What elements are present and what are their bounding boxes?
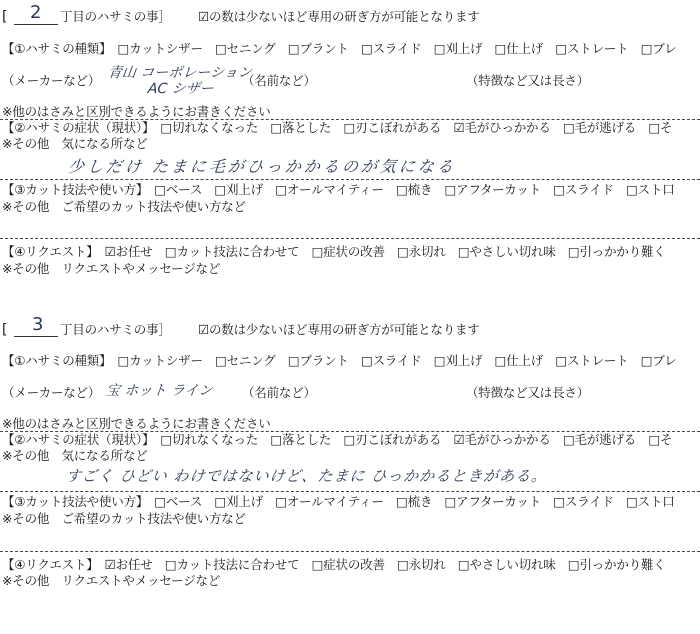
feature-label: （特徴など又は長さ） — [466, 73, 590, 88]
request-row: 【④リクエスト】 ☑お任せ □カット技法に合わせて □症状の改善 □永切れ □やさしい切れ味 □引っかかり難く — [2, 244, 666, 259]
maker-handwritten-line1: 宝 ホット ライン — [105, 383, 214, 399]
section-number: 3 — [32, 314, 44, 335]
feature-label: （特徴など又は長さ） — [466, 385, 590, 400]
number-underline — [14, 24, 58, 25]
maker-handwritten-line1: 青山 コーポレーション — [107, 65, 253, 81]
symptom-row: 【②ハサミの症状（現状）】 □切れなくなった □落とした □刃こぼれがある ☑毛がひっかかる □毛が逃げる □そ — [2, 120, 673, 135]
symptom-other-label: ※その他 気になる所など — [2, 448, 148, 463]
scissor-type-row: 【①ハサミの種類】 □カットシザー □セニング □ブラント □スライド □刈上げ □仕上げ □ストレート □ブレ — [2, 353, 677, 368]
name-label: （名前など） — [242, 73, 316, 88]
symptom-row: 【②ハサミの症状（現状）】 □切れなくなった □落とした □刃こぼれがある ☑毛がひっかかる □毛が逃げる □そ — [2, 432, 673, 447]
section-number: 2 — [30, 2, 42, 23]
divider — [0, 238, 700, 239]
cut-other-label: ※その他 ご希望のカット技法や使い方など — [2, 511, 246, 526]
divider — [0, 179, 700, 180]
cut-other-label: ※その他 ご希望のカット技法や使い方など — [2, 199, 246, 214]
divider — [0, 551, 700, 552]
maker-label: （メーカーなど） — [2, 73, 101, 88]
name-label: （名前など） — [242, 385, 316, 400]
section-header-note: ☑の数は少ないほど専用の研ぎ方が可能となります — [198, 322, 480, 337]
cut-technique-row: 【③カット技法や使い方】 □ベース □刈上げ □オールマイティー □梳き □アフターカット □スライド □スト口 — [2, 182, 675, 197]
distinguish-note: ※他のはさみと区別できるようにお書きください — [2, 416, 271, 431]
maker-label: （メーカーなど） — [2, 385, 101, 400]
request-other-label: ※その他 リクエストやメッセージなど — [2, 261, 221, 276]
section-header-label: 丁目のハサミの事］ — [60, 9, 171, 24]
number-underline — [14, 336, 58, 337]
distinguish-note: ※他のはさみと区別できるようにお書きください — [2, 104, 271, 119]
section-header-note: ☑の数は少ないほど専用の研ぎ方が可能となります — [198, 9, 480, 24]
symptom-other-label: ※その他 気になる所など — [2, 136, 148, 151]
cut-technique-row: 【③カット技法や使い方】 □ベース □刈上げ □オールマイティー □梳き □アフターカット □スライド □スト口 — [2, 494, 675, 509]
section-header-bracket: [ — [2, 9, 8, 25]
request-row: 【④リクエスト】 ☑お任せ □カット技法に合わせて □症状の改善 □永切れ □やさしい切れ味 □引っかかり難く — [2, 557, 666, 572]
symptom-handwritten: すごく ひどい わけではないけど、たまに ひっかかるときがある。 — [65, 467, 549, 485]
divider — [0, 491, 700, 492]
section-header-label: 丁目のハサミの事］ — [60, 322, 171, 337]
scissor-type-row: 【①ハサミの種類】 □カットシザー □セニング □ブラント □スライド □刈上げ □仕上げ □ストレート □ブレ — [2, 41, 677, 56]
maker-handwritten-line2: AC シザー — [147, 81, 215, 97]
request-other-label: ※その他 リクエストやメッセージなど — [2, 573, 221, 588]
section-header-bracket: [ — [2, 322, 8, 338]
symptom-handwritten: 少しだけ たまに毛がひっかかるのが気になる — [66, 157, 457, 176]
